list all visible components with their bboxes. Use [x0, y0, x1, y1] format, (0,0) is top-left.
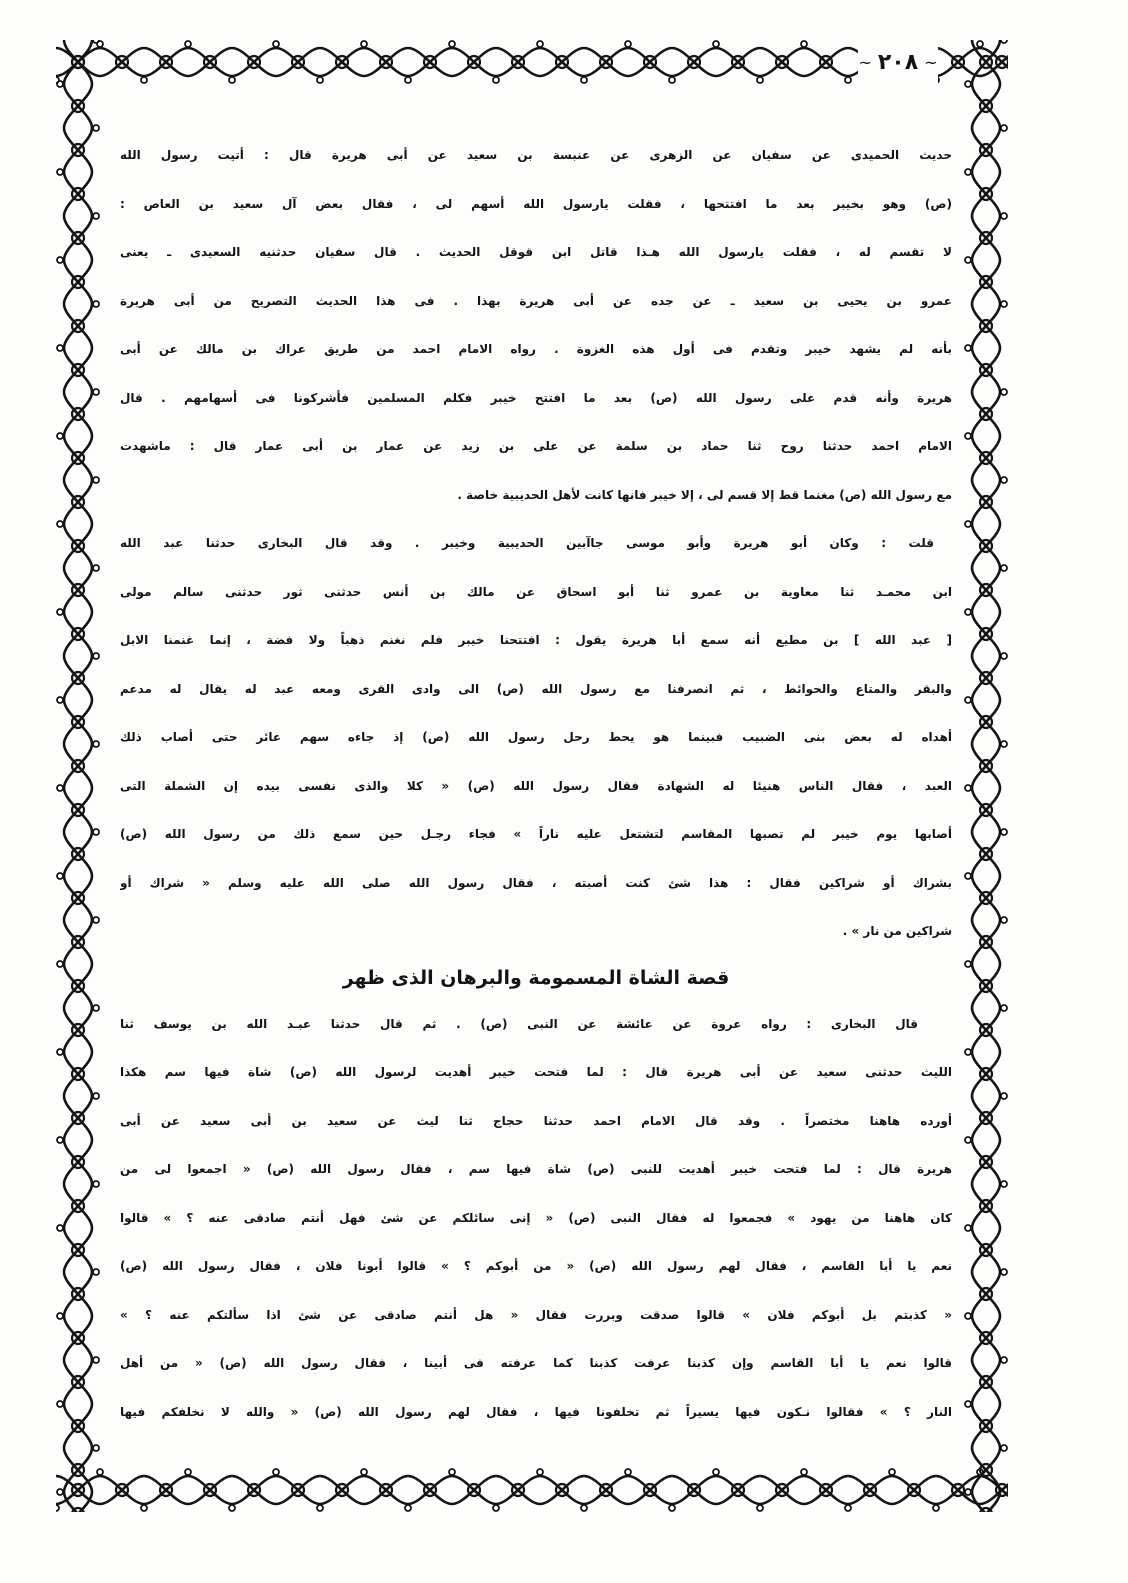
text-line: هريرة قال : لما فتحت خيبر أهديت للنبى (ص) شاة فيها سم ، فقال رسول الله (ص) « اجمعوا لى من	[120, 1162, 952, 1176]
text-line: لا تقسم له ، فقلت يارسول الله هـذا قاتل ابن قوقل الحديث . قال سفيان حدثنيه السعيدى ـ يعنى	[120, 245, 952, 259]
text-line: [ عبد الله ] بن مطيع أنه سمع أبا هريرة يقول : افتتحنا خيبر فلم نغنم ذهباً ولا فضة ، إنما غنمنا الابل	[120, 633, 952, 647]
text-line: قلت : وكان أبو هريرة وأبو موسى جاآبين الحديبية وخيبر . وقد قال البخارى حدثنا عبد الله	[120, 536, 934, 550]
text-line: ابن محمـد ثنا معاوية بن عمرو ثنا أبو اسحاق عن مالك بن أنس حدثنى ثور حدثنى سالم مولى	[120, 584, 952, 599]
border-bottom	[56, 1468, 1008, 1512]
text-line: النار ؟ » فقالوا نـكون فيها يسيراً ثم تخلفونا فيها ، فقال لهم رسول الله (ص) « والله لا نخلفكم فيها	[120, 1404, 952, 1419]
section-heading: قصة الشاة المسمومة والبرهان الذى ظهر	[342, 966, 730, 989]
text-line: هريرة وأنه قدم على رسول الله (ص) بعد ما افتتح خيبر فكلم المسلمين فأشركونا فى أسهامهم . قال	[120, 390, 952, 405]
text-line: العبد ، فقال الناس هنيئا له الشهادة فقال رسول الله (ص) « كلا والذى نفسى بيده إن الشملة التى	[120, 778, 952, 793]
page-number-box	[858, 40, 938, 84]
paragraph-3	[120, 1000, 952, 1437]
text-line: شراكين من نار » .	[842, 924, 952, 938]
text-line: عمرو بن يحيى بن سعيد ـ عن جده عن أبى هريرة بهذا . فى هذا الحديث التصريح من أبى هريرة	[120, 293, 952, 308]
paragraph-2	[120, 519, 952, 956]
ornament-curl: ~	[858, 52, 872, 72]
border-right	[964, 40, 1008, 1512]
border-left	[56, 40, 100, 1512]
text-line: قال البخارى : رواه عروة عن عائشة عن النبى (ص) . ثم قال حدثنا عبـد الله بن يوسف ثنا	[120, 1016, 918, 1031]
page-number: ٢٠٨	[877, 49, 919, 75]
text-line: بأنه لم يشهد خيبر وتقدم فى أول هذه الغزوة . رواه الامام احمد من طريق عراك بن مالك عن أبى	[120, 342, 952, 356]
text-line: والبقر والمتاع والحوائط ، ثم انصرفنا مع رسول الله (ص) الى وادى القرى ومعه عبد له يقال له مدعم	[120, 681, 952, 696]
text-line: حديث الحميدى عن سفيان عن الزهرى عن عنبسة بن سعيد عن أبى هريرة قال : أتيت رسول الله	[120, 148, 952, 162]
text-line: الليث حدثنى سعيد عن أبى هريرة قال : لما فتحت خيبر أهديت لرسول الله (ص) شاة فيها سم هكذا	[120, 1065, 952, 1079]
text-line: نعم يا أبا القاسم ، فقال لهم رسول الله (ص) « من أبوكم ؟ » قالوا أبونا فلان ، فقال رسول الله (ص)	[120, 1259, 952, 1273]
text-line: أهداه له بعض بنى الضبيب فبينما هو يحط رحل رسول الله (ص) إذ جاءه سهم عائر حتى أصاب ذلك	[120, 730, 952, 744]
text-line: أصابها يوم خيبر لم تصبها المقاسم لتشتعل عليه ناراً » فجاء رجـل حين سمع ذلك من رسول الله (ص)	[120, 827, 952, 841]
text-line: أورده هاهنا مختصراً . وقد قال الامام احمد حدثنا حجاج ثنا ليث عن سعيد بن أبى سعيد عن أبى	[120, 1113, 952, 1128]
text-line: مع رسول الله (ص) مغنما قط إلا قسم لى ، إلا خيبر فانها كانت لأهل الحديبية خاصة .	[457, 487, 952, 502]
text-line: (ص) وهو بخيبر بعد ما افتتحها ، فقلت يارسول الله أسهم لى ، فقال بعض آل سعيد بن العاص :	[120, 196, 952, 211]
text-line: قالوا نعم يا أبا القاسم وإن كذبنا عرفت كذبنا كما عرفته فى أبينا ، فقال رسول الله (ص) « من أهل	[120, 1356, 952, 1370]
page-text	[120, 131, 952, 1436]
text-line: « كذبتم بل أبوكم فلان » قالوا صدقت وبررت فقال « هل أنتم صادقى عن شئ اذا سألتكم عنه ؟ »	[120, 1307, 952, 1322]
text-line: كان هاهنا من يهود » فجمعوا له فقال النبى (ص) « إنى سائلكم عن شئ فهل أنتم صادقى عنه ؟ » قالوا	[120, 1210, 952, 1225]
paragraph-1	[120, 131, 952, 519]
text-line: الامام احمد حدثنا روح ثنا حماد بن سلمة عن على بن زيد عن عمار بن أبى عمار قال : ماشهدت	[120, 439, 952, 453]
ornament-curl: ~	[924, 52, 938, 72]
text-line: بشراك أو شراكين فقال : هذا شئ كنت أصبته ، فقال رسول الله صلى الله عليه وسلم « شراك أو	[120, 875, 952, 890]
